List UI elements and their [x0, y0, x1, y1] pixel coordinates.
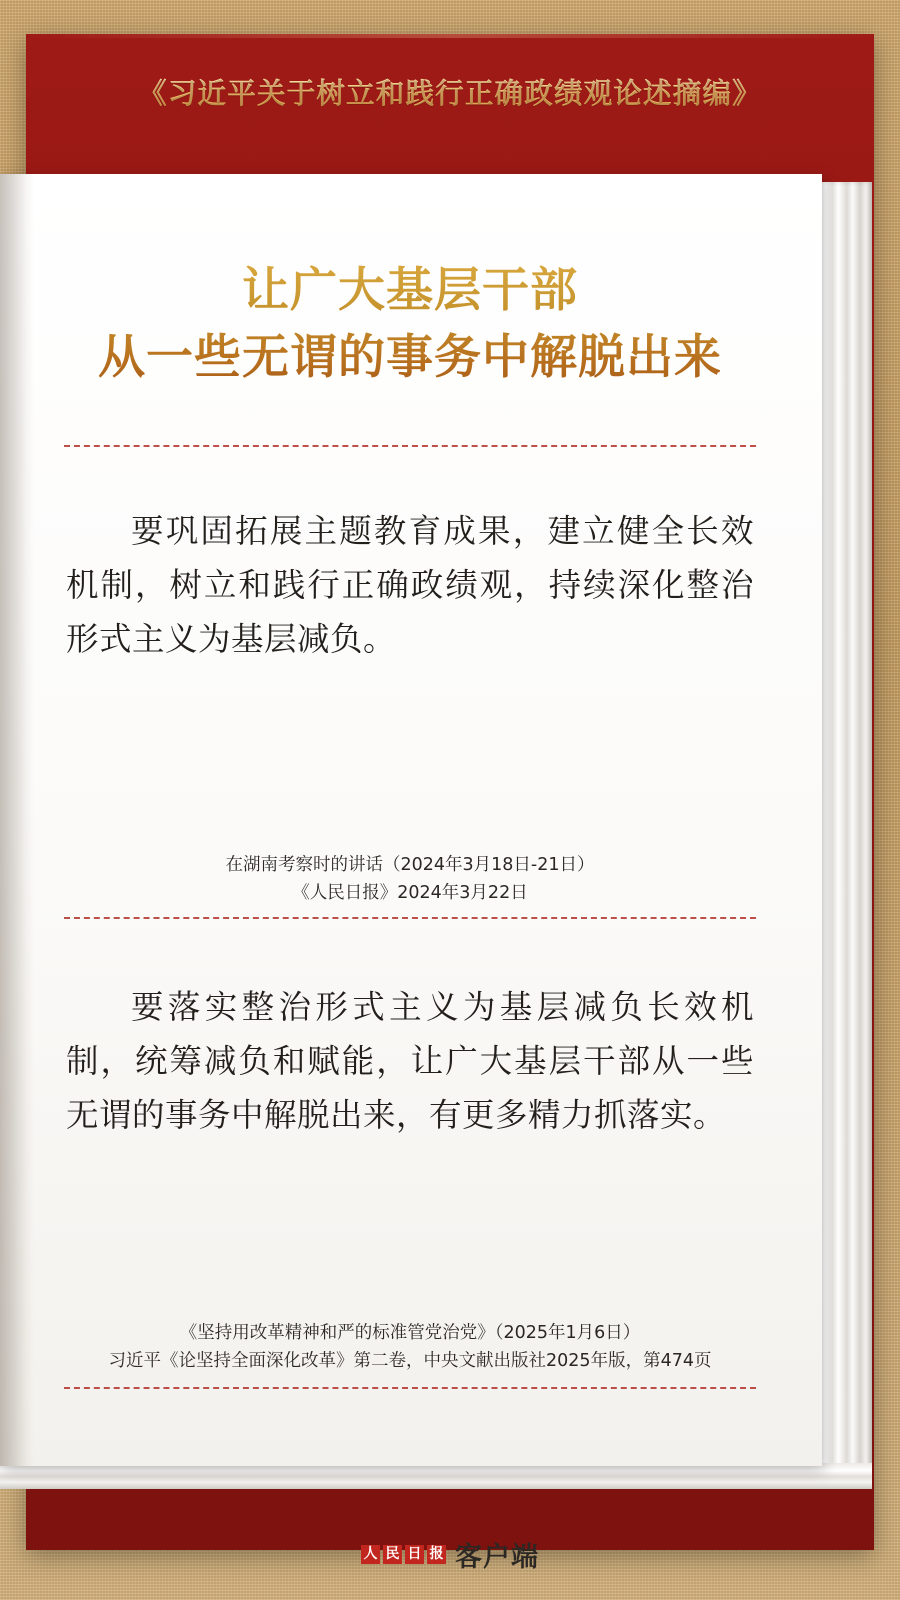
quote-source-line-1: 《坚持用改革精神和严的标准管党治党》（2025年1月6日） — [179, 1323, 641, 1344]
logo-char: 报 — [427, 1545, 446, 1564]
headline — [60, 258, 760, 391]
page-stack-bottom-edge — [0, 1463, 872, 1489]
brand-lockup — [361, 1535, 539, 1574]
quote-source — [60, 851, 760, 907]
peoples-daily-logo-icon — [361, 1545, 446, 1564]
quote-text: 要落实整治形式主义为基层减负长效机制，统筹减负和赋能，让广大基层干部从一些无谓的事务中解脱出来，有更多精力抓落实。 — [66, 988, 754, 1135]
page-content — [60, 174, 760, 1466]
logo-char: 民 — [383, 1545, 402, 1564]
divider-bottom — [64, 1387, 756, 1389]
quote-source — [60, 1319, 760, 1375]
quote-text: 要巩固拓展主题教育成果，建立健全长效机制，树立和践行正确政绩观，持续深化整治形式主义为基层减负。 — [66, 512, 754, 659]
logo-char: 人 — [361, 1545, 380, 1564]
quote-block-2 — [60, 981, 760, 1375]
quote-spacer — [60, 1143, 760, 1285]
footer-label: 客户端 — [455, 1541, 539, 1573]
poster-header — [26, 34, 874, 148]
quote-source-line-2: 习近平《论坚持全面深化改革》第二卷，中央文献出版社2025年版，第474页 — [108, 1351, 712, 1372]
quote-block-1 — [60, 505, 760, 907]
page-gutter-shadow — [0, 174, 34, 1466]
page-title: 《习近平关于树立和践行正确政绩观论述摘编》 — [138, 71, 762, 112]
divider-top — [64, 445, 756, 447]
footer-branding — [0, 1508, 900, 1600]
quote-spacer — [60, 667, 760, 817]
quote-source-line-2: 《人民日报》2024年3月22日 — [292, 883, 528, 904]
quote-source-line-1: 在湖南考察时的讲话（2024年3月18日-21日） — [225, 855, 595, 876]
divider-middle — [64, 917, 756, 919]
headline-line-2: 从一些无谓的事务中解脱出来 — [98, 329, 722, 385]
headline-line-1: 让广大基层干部 — [242, 263, 578, 318]
poster-panel — [26, 34, 874, 1550]
book-illustration — [0, 174, 872, 1489]
logo-char: 日 — [405, 1545, 424, 1564]
book-page — [0, 174, 822, 1466]
